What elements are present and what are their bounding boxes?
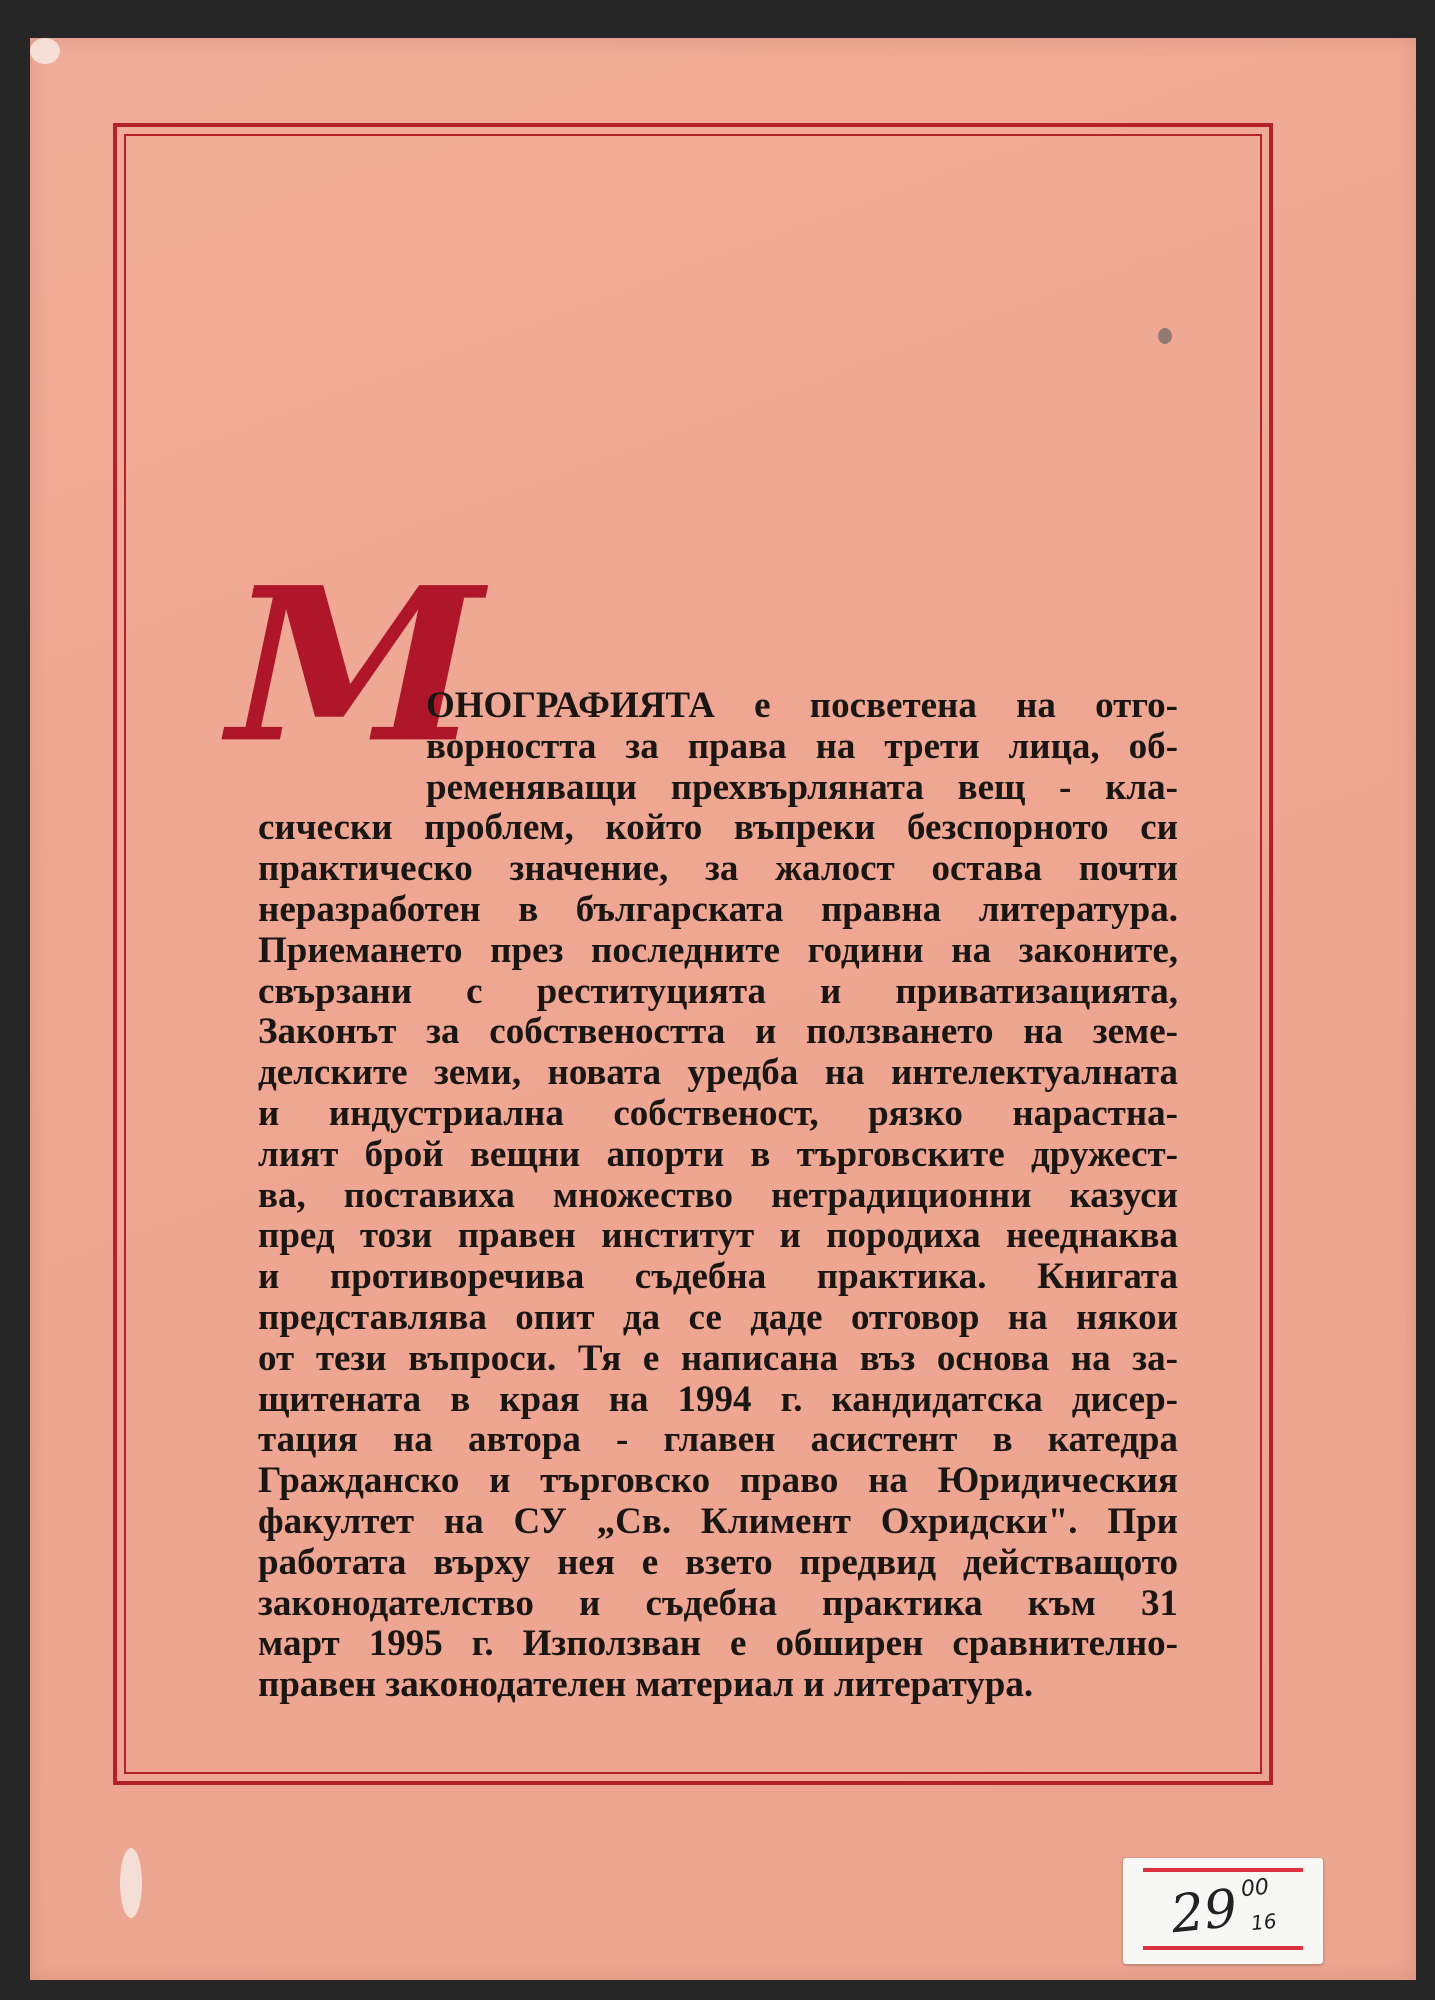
- sticker-bottom-line: [1143, 1946, 1303, 1950]
- price-cents: 00: [1239, 1874, 1271, 1903]
- blurb-line: Гражданско и търговско право на Юридическия: [258, 1460, 1178, 1502]
- blurb-line: Законът за собствеността и ползването на земе-: [258, 1011, 1178, 1053]
- blurb-line: законодателство и съдебна практика към 31: [258, 1582, 1178, 1624]
- blurb-line: март 1995 г. Използван е обширен сравнително-: [258, 1623, 1178, 1665]
- blurb-line: факултет на СУ „Св. Климент Охридски". При: [258, 1500, 1178, 1542]
- price-code: 16: [1249, 1908, 1278, 1936]
- blurb-line: ОНОГРАФИЯТА е посветена на отго-: [426, 685, 1178, 726]
- blurb-line: щитената в края на 1994 г. кандидатска дисер-: [258, 1378, 1178, 1420]
- blurb-line: и противоречива съдебна практика. Книгата: [258, 1256, 1178, 1298]
- blurb-line: сически проблем, който въпреки безспорното си: [258, 807, 1178, 849]
- blurb-line: и индустриална собственост, рязко нарастна-: [258, 1092, 1178, 1134]
- price-sticker: [1123, 1858, 1323, 1964]
- blurb-line: пред този правен институт и породиха нееднаква: [258, 1215, 1178, 1257]
- blurb-line: тация на автора - главен асистент в катедра: [258, 1419, 1178, 1461]
- blurb-line: Приемането през последните години на законите,: [258, 929, 1178, 971]
- blurb-line: правен законодателен материал и литература.: [258, 1664, 1034, 1706]
- blurb-line: ва, поставиха множество нетрадиционни казуси: [258, 1174, 1178, 1216]
- blurb-line: лият брой вещни апорти в търговските дружест-: [258, 1133, 1178, 1175]
- blurb-line: неразработен в българската правна литература.: [258, 888, 1178, 930]
- cover-blurb: [258, 686, 1178, 1706]
- corner-wear: [30, 38, 60, 64]
- blurb-line: делските земи, новата уредба на интелектуалната: [258, 1052, 1178, 1094]
- edge-wear: [120, 1848, 142, 1918]
- blurb-line: от тези въпроси. Тя е написана въз основа на за-: [258, 1337, 1178, 1379]
- blurb-line: практическо значение, за жалост остава почти: [258, 848, 1178, 890]
- price-value: 29: [1168, 1878, 1241, 1946]
- blurb-line: работата върху нея е взето предвид действащото: [258, 1541, 1178, 1583]
- drop-cap-letter: М: [228, 541, 479, 790]
- sticker-top-line: [1143, 1868, 1303, 1872]
- blurb-line: свързани с реституцията и приватизацията,: [258, 970, 1178, 1012]
- blurb-line: представлява опит да се даде отговор на някои: [258, 1296, 1178, 1338]
- blurb-line: ременяващи прехвърляната вещ - кла-: [426, 766, 1178, 808]
- blurb-line: ворността за права на трети лица, об-: [426, 725, 1178, 767]
